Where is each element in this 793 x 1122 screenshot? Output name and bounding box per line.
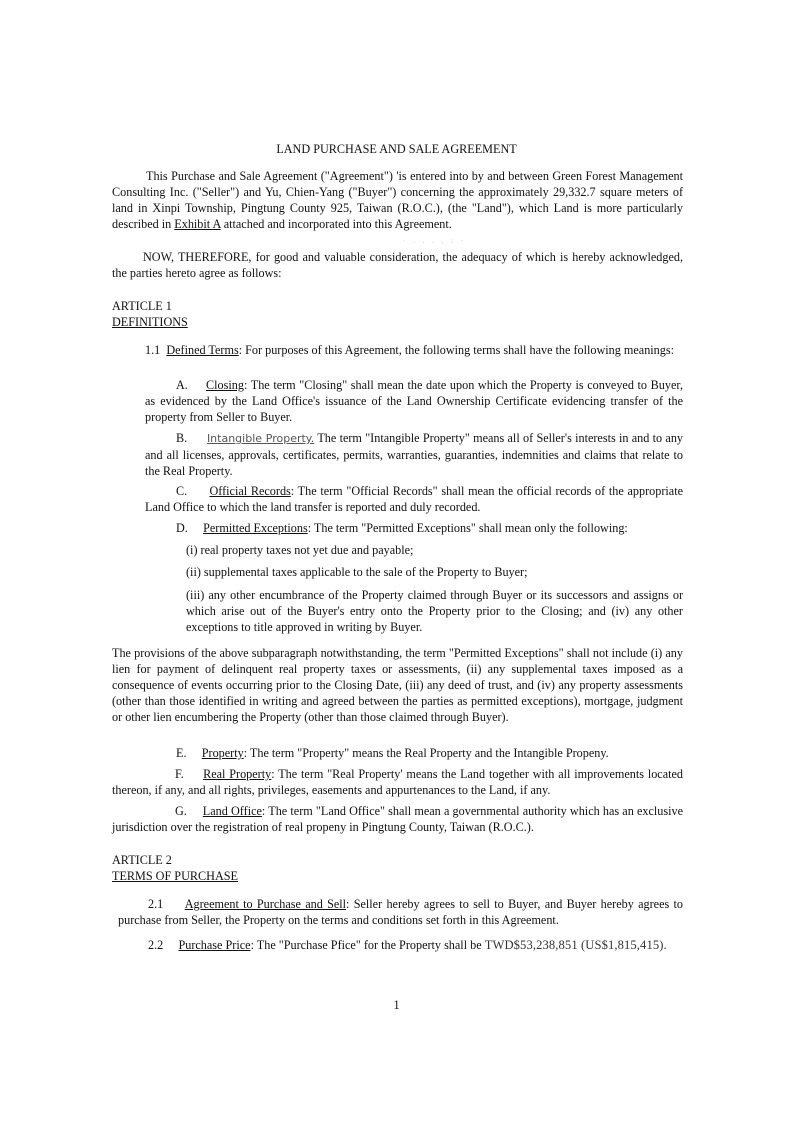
article-2-heading: ARTICLE 2 TERMS OF PURCHASE <box>112 852 412 884</box>
definition-d: D. Permitted Exceptions: The term "Permitted Exceptions" shall mean only the following: <box>176 521 628 535</box>
intro-text-end: attached and incorporated into this Agreement. <box>223 217 452 231</box>
purchase-price-term: Purchase Price <box>178 938 251 952</box>
definition-a: A. Closing: The term "Closing" shall mean the date upon which the Property is conveyed to Buyer, as evidenced by the Land Office's issuance of the Land Ownership Certificate evidencing transfer of the property from Seller to Buyer. <box>145 378 684 424</box>
definition-f: F. Real Property: The term "Real Property' means the Land together with all improvements located thereon, if any, and all rights, privileges, easements and appurtenances to the Land, if any. <box>112 767 684 797</box>
defined-terms-label: Defined Terms <box>166 343 239 357</box>
real-property-term: Real Property <box>203 767 272 781</box>
provisions-paragraph: The provisions of the above subparagraph notwithstanding, the term "Permitted Exceptions" shall not include (i) any lien for payment of delinquent real property taxes or assessments, (ii) any supplemental taxes imposed as a consequence of events occurring prior to the Closing Date, (iii) any deed of trust, and (iv) any property assessments (other than those identified in writing and agreed between the parties as permitted exceptions), mortgage, judgment or other lien encumbering the Property (other than those claimed through Buyer). <box>112 646 683 724</box>
intro-paragraph <box>112 168 683 232</box>
section-2-1: 2.1 Agreement to Purchase and Sell: Seller hereby agrees to sell to Buyer, and Buyer hereby agrees to purchase from Seller, the Property on the terms and conditions set forth in this Agreement. <box>118 897 684 927</box>
exception-ii: (ii) supplemental taxes applicable to the sale of the Property to Buyer; <box>186 565 528 579</box>
property-term: Property <box>201 746 244 760</box>
stray-marks: · . . . . : · <box>403 237 467 245</box>
official-records-term: Official Records <box>209 484 291 498</box>
document-title: LAND PURCHASE AND SALE AGREEMENT <box>276 142 517 156</box>
definition-c: C. Official Records: The term "Official Records" shall mean the official records of the appropriate Land Office to which the land transfer is reported and duly recorded. <box>145 484 683 514</box>
definitions-heading: DEFINITIONS <box>112 315 188 329</box>
land-office-term: Land Office <box>202 804 262 818</box>
article-1-heading: ARTICLE 1 DEFINITIONS <box>112 298 412 330</box>
definition-e: E. Property: The term "Property" means the Real Property and the Intangible Propeny. <box>176 746 609 760</box>
terms-of-purchase-heading: TERMS OF PURCHASE <box>112 869 238 883</box>
page-number: 1 <box>393 998 400 1012</box>
now-therefore-paragraph: NOW, THEREFORE, for good and valuable consideration, the adequacy of which is hereby acknowledged, the parties hereto agree as follows: <box>112 250 683 280</box>
definition-g: G. Land Office: The term "Land Office" shall mean a governmental authority which has an exclusive jurisdiction over the registration of real propeny in Pingtung County, Taiwan (R.O.C.). <box>112 804 684 834</box>
section-1-1: 1.1 Defined Terms: For purposes of this Agreement, the following terms shall have the following meanings: <box>145 343 674 357</box>
exhibit-a-link: Exhibit A <box>174 217 221 231</box>
intangible-property-term: Intangible Property. <box>206 432 315 445</box>
definition-b: B. Intangible Property. The term "Intangible Property" means all of Seller's interests in and to any and all licenses, approvals, certificates, permits, warranties, guaranties, indemnities and claims that relate to the Real Property. <box>145 431 684 478</box>
intro-text: This Purchase and Sale Agreement ("Agreement") 'is entered into by and between Green Forest Management Consulting Inc. ("Seller") and Yu, Chien-Yang ("Buyer") concerning the approximately 29,332.7 square meters of land in Xinpi Township, Pingtung County 925, Taiwan (R.O.C.), (the "Land"), which Land is more particularly described in <box>112 169 683 231</box>
closing-term: Closing <box>206 378 244 392</box>
exception-iii: (iii) any other encumbrance of the Property claimed through Buyer or its successors and assigns or which arise out of the Buyer's entry onto the Property prior to the Closing; and (iv) any other exceptions to title approved in writing by Buyer. <box>186 588 683 634</box>
exception-i: (i) real property taxes not yet due and payable; <box>186 543 414 557</box>
agreement-to-purchase-term: Agreement to Purchase and Sell <box>184 897 347 911</box>
purchase-price-value: TWD$53,238,851 (US$1,815,415). <box>484 938 667 952</box>
permitted-exceptions-term: Permitted Exceptions <box>203 521 308 535</box>
section-2-2: 2.2 Purchase Price: The "Purchase Pfice" for the Property shall be TWD$53,238,851 (US$1,815,415). <box>148 938 667 952</box>
